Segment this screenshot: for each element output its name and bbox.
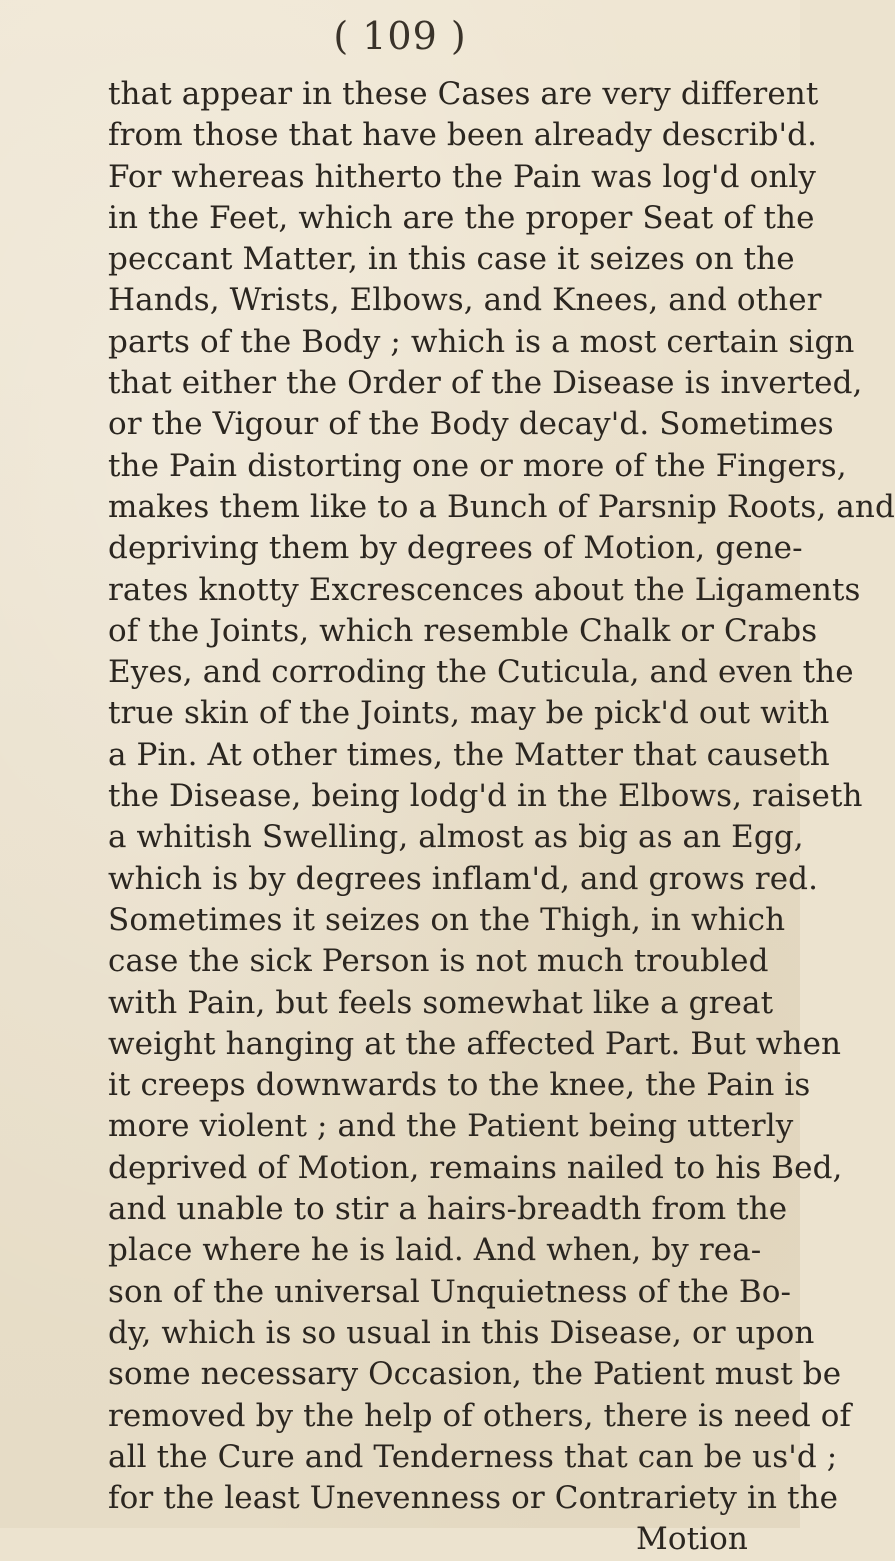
text-line: place where he is laid. And when, by rea- (108, 1232, 762, 1269)
page-number: ( 109 ) (333, 14, 467, 58)
text-line: Eyes, and corroding the Cuticula, and even the (108, 654, 854, 691)
text-line: in the Feet, which are the proper Seat of the (108, 199, 815, 236)
text-line: the Disease, being lodg'd in the Elbows, raiseth (108, 778, 863, 815)
text-line: some necessary Occasion, the Patient must be (108, 1356, 842, 1393)
text-line: the Pain distorting one or more of the Fingers, (108, 447, 847, 484)
text-line: deprived of Motion, remains nailed to his Bed, (108, 1149, 843, 1186)
text-line: weight hanging at the affected Part. But when (108, 1025, 842, 1062)
text-line: parts of the Body ; which is a most certain sign (108, 323, 855, 360)
text-line: with Pain, but feels somewhat like a great (108, 984, 774, 1021)
text-line: all the Cure and Tenderness that can be us'd ; (108, 1438, 838, 1475)
text-line: of the Joints, which resemble Chalk or Crabs (108, 612, 818, 649)
text-line: For whereas hitherto the Pain was log'd only (108, 158, 817, 195)
text-line: for the least Unevenness or Contrariety in the (108, 1480, 839, 1517)
body-text (108, 74, 895, 1561)
text-line: removed by the help of others, there is need of (108, 1397, 852, 1434)
text-line: depriving them by degrees of Motion, gene- (108, 530, 803, 567)
text-line: that either the Order of the Disease is inverted, (108, 365, 863, 402)
text-line: more violent ; and the Patient being utterly (108, 1108, 794, 1145)
text-line: Hands, Wrists, Elbows, and Knees, and other (108, 282, 822, 319)
text-line: it creeps downwards to the knee, the Pain is (108, 1067, 811, 1104)
text-line: and unable to stir a hairs-breadth from the (108, 1191, 788, 1228)
text-line: rates knotty Excrescences about the Ligaments (108, 571, 861, 608)
text-line: a whitish Swelling, almost as big as an Egg, (108, 819, 804, 856)
text-line: peccant Matter, in this case it seizes on the (108, 241, 795, 278)
text-line: from those that have been already describ'd. (108, 117, 818, 154)
text-line: son of the universal Unquietness of the Bo- (108, 1273, 792, 1310)
text-line: true skin of the Joints, may be pick'd out with (108, 695, 830, 732)
text-line: which is by degrees inflam'd, and grows red. (108, 860, 819, 897)
text-line: a Pin. At other times, the Matter that causeth (108, 736, 830, 773)
text-line: dy, which is so usual in this Disease, or upon (108, 1314, 815, 1351)
text-line: makes them like to a Bunch of Parsnip Roots, and (108, 488, 895, 525)
text-line: Sometimes it seizes on the Thigh, in which (108, 901, 786, 938)
text-line: case the sick Person is not much troubled (108, 943, 769, 980)
text-line: or the Vigour of the Body decay'd. Sometimes (108, 406, 834, 443)
catchword: Motion (635, 1521, 748, 1558)
text-line: that appear in these Cases are very different (108, 76, 819, 112)
